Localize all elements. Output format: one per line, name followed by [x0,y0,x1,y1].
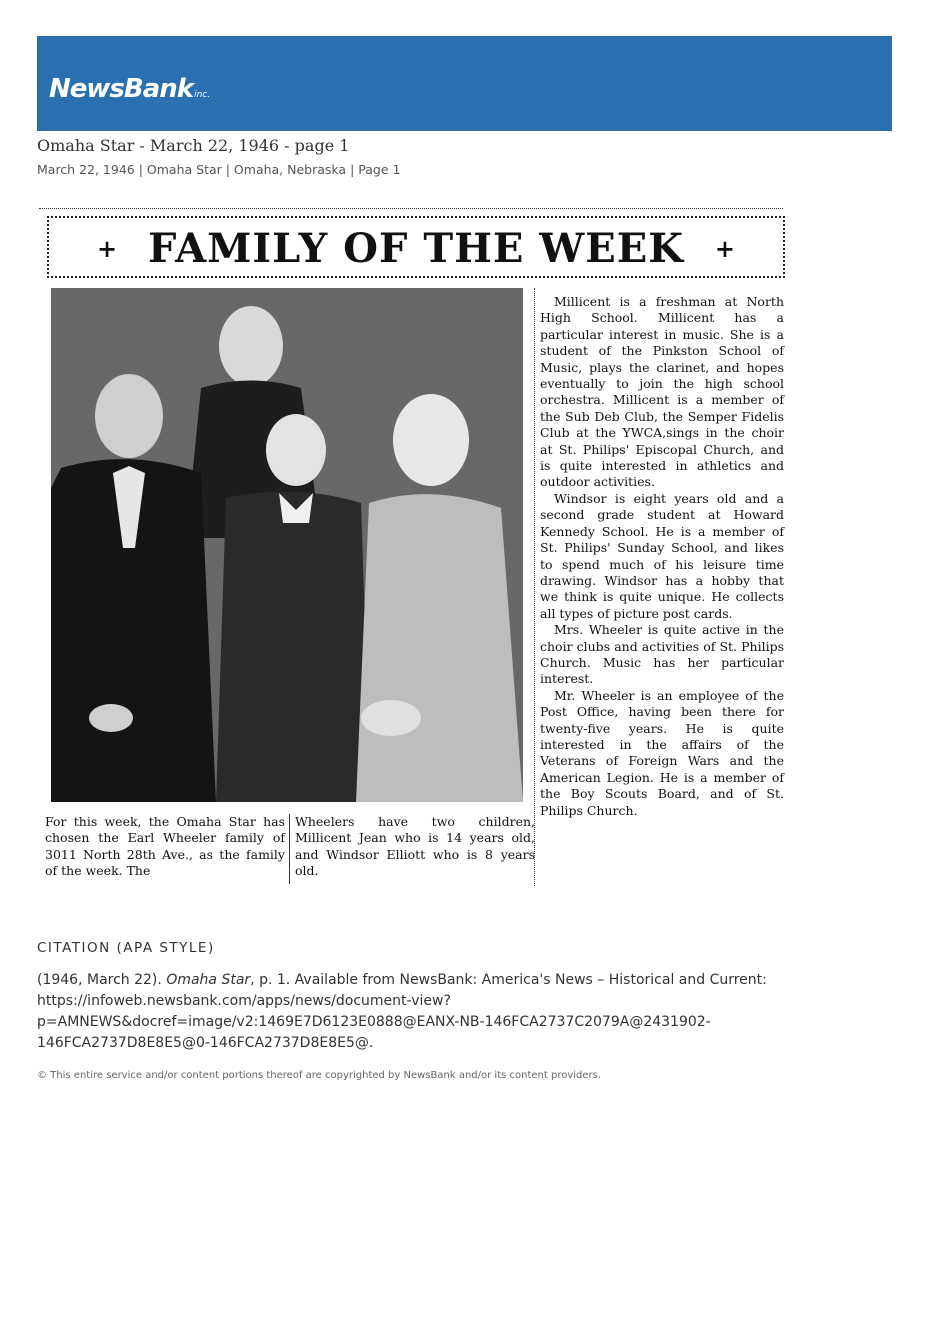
document-meta: March 22, 1946 | Omaha Star | Omaha, Nebraska | Page 1 [37,162,401,177]
headline-box [47,216,785,278]
column-divider [534,288,535,886]
logo-wordmark: NewsBank [49,74,194,104]
newsbank-logo[interactable] [49,74,210,104]
logo-suffix: inc. [194,90,211,100]
citation-rest[interactable]: , p. 1. Available from NewsBank: America's News – Historical and Current: https://infoweb.newsbank.com/apps/news/document-view?p=AMNEWS&docref=image/v2:1469E7D6123E0888@EANX-NB-146FCA2737C2079A@2431902-146FCA2737D8E8E5@0-146FCA2737D8E8E5@. [37,972,767,1051]
headline-plus-left: + [97,234,118,263]
article-paragraph-mrs-wheeler: Mrs. Wheeler is quite active in the choir clubs and activities of St. Philips Church. Music has her particular interest. [540,622,784,687]
photo-caption-middle: Wheelers have two children, Millicent Jean who is 14 years old, and Windsor Elliott who is 8 years old. [295,814,535,879]
headline: FAMILY OF THE WEEK [148,225,684,272]
citation-label: CITATION (APA STYLE) [37,940,215,956]
headline-plus-right: + [714,234,735,263]
article-paragraph-millicent: Millicent is a freshman at North High School. Millicent has a particular interest in music. She is a student of the Pinkston School of Music, plays the clarinet, and hopes eventually to join the high school orchestra. Millicent is a member of the Sub Deb Club, the Semper Fidelis Club at the YWCA,sings in the choir at St. Philips' Episcopal Church, and is quite interested in athletics and outdoor activities. [540,294,784,490]
citation-prefix: (1946, March 22). [37,972,162,988]
copyright-notice: © This entire service and/or content portions thereof are copyrighted by NewsBank and/or its content providers. [37,1070,602,1081]
article-right-column [540,294,784,819]
family-photo [51,288,523,802]
clipping-top-rule [39,208,783,209]
document-title: Omaha Star - March 22, 1946 - page 1 [37,136,350,155]
newsbank-header-banner [37,36,892,131]
family-photo-illustration [51,288,523,802]
newspaper-clipping [37,196,787,890]
article-paragraph-mr-wheeler: Mr. Wheeler is an employee of the Post Office, having been there for twenty-five years. He is quite interested in the affairs of the Veterans of Foreign Wars and the American Legion. He is a member of the Boy Scouts Board, and of St. Philips Church. [540,687,784,818]
photo-caption-left: For this week, the Omaha Star has chosen the Earl Wheeler family of 3011 North 28th Ave., as the family of the week. The [45,814,285,879]
citation-source: Omaha Star [166,972,251,988]
citation-text [37,970,837,1054]
article-paragraph-windsor: Windsor is eight years old and a second grade student at Howard Kennedy School. He is a member of St. Philips' Sunday School, and likes to spend much of his leisure time drawing. Windsor has a hobby that we think is quite unique. He collects all types of picture post cards. [540,490,784,621]
caption-divider [289,814,290,884]
